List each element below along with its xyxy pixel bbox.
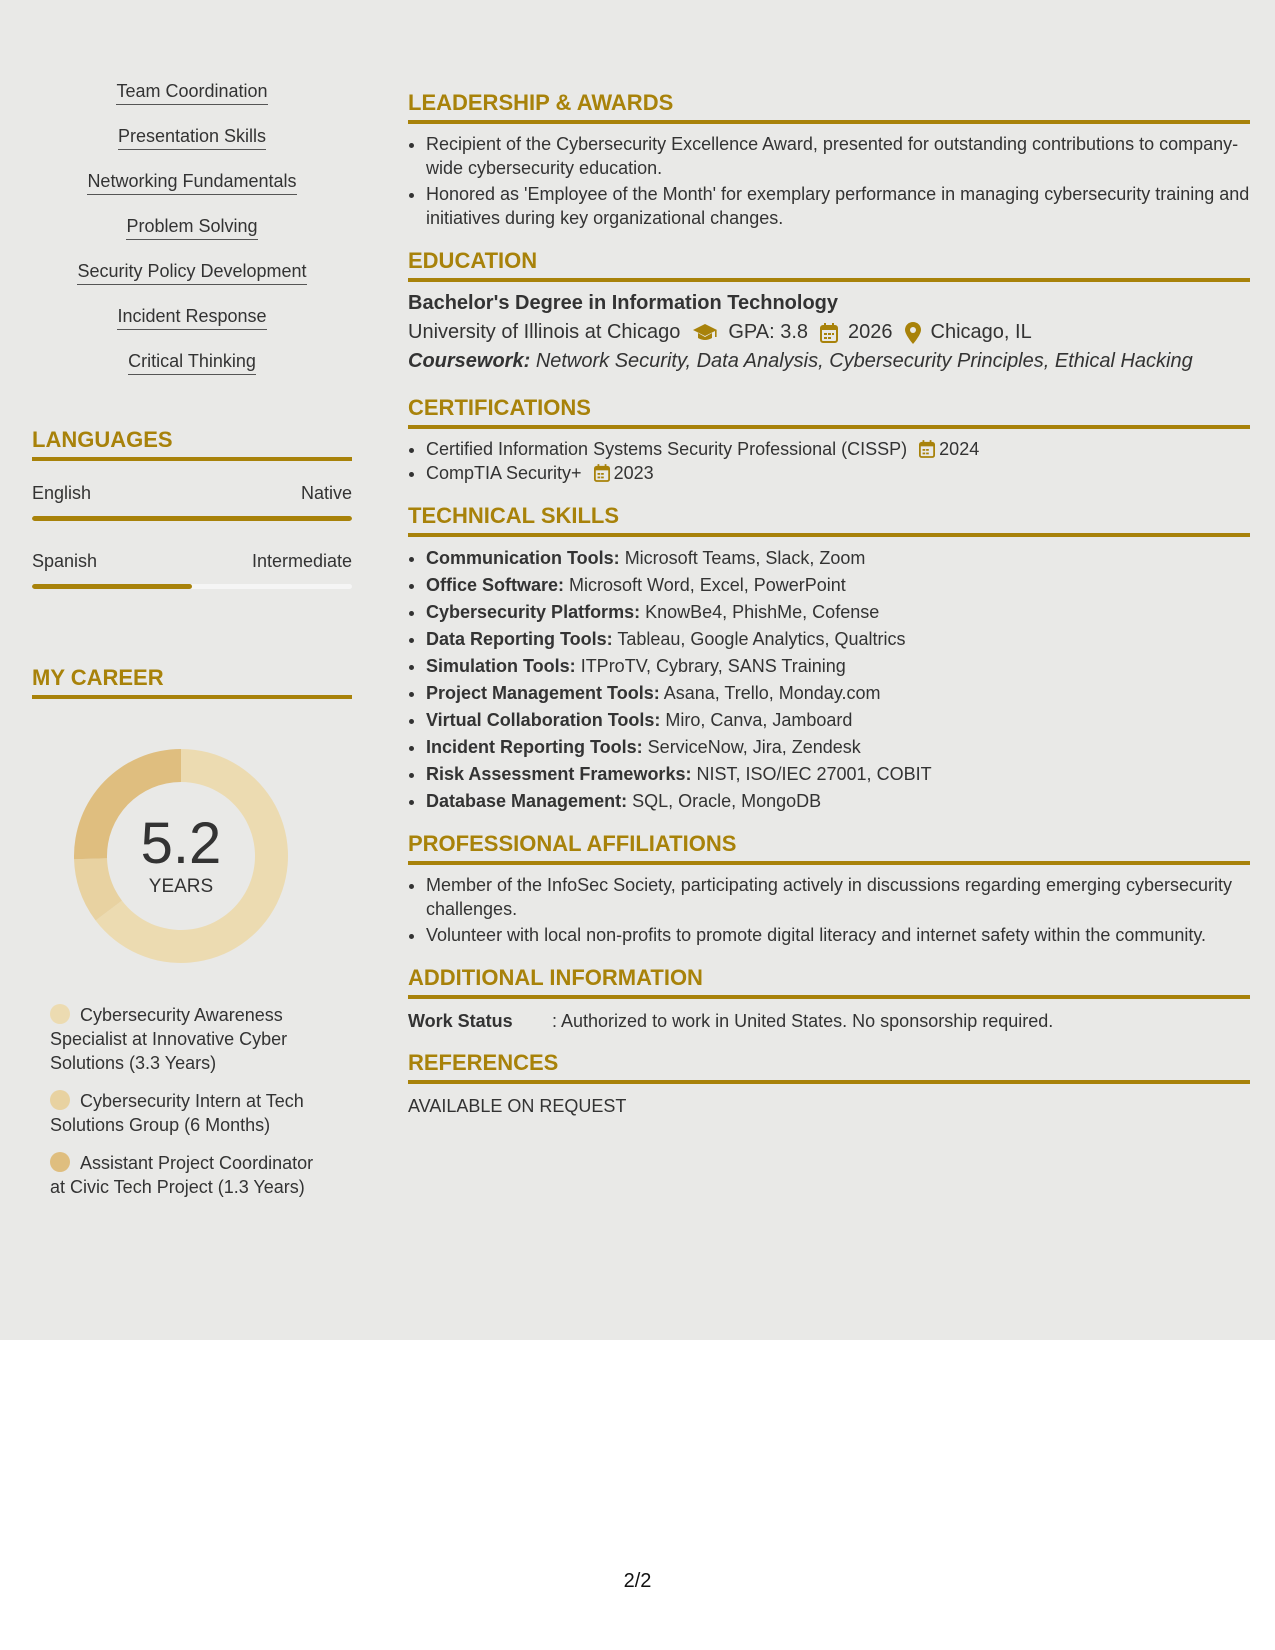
legend-dot xyxy=(50,1090,70,1110)
location-pin-icon xyxy=(905,322,921,344)
leadership-list xyxy=(408,132,1250,230)
affiliation-item: • Volunteer with local non-profits to promote digital literacy and internet safety within the community. xyxy=(426,923,1250,947)
education-details xyxy=(408,321,1250,344)
career-unit: YEARS xyxy=(148,876,214,897)
language-bar xyxy=(32,584,352,589)
career-total-years: 5.2 xyxy=(140,811,222,876)
languages-section xyxy=(32,427,352,589)
leadership-item: • Recipient of the Cybersecurity Excellence Award, presented for outstanding contributions to company-wide cybersecurity education. xyxy=(426,132,1250,180)
technical-skill-item: • Office Software: Microsoft Word, Excel, PowerPoint xyxy=(426,572,1250,599)
certifications-list xyxy=(408,437,1250,485)
career-legend-label: Cybersecurity Intern at Tech Solutions Group (6 Months) xyxy=(50,1091,304,1135)
certification-item xyxy=(426,461,1250,485)
technical-skill-item: • Cybersecurity Platforms: KnowBe4, PhishMe, Cofense xyxy=(426,599,1250,626)
calendar-icon xyxy=(594,464,610,482)
career-legend-item xyxy=(50,1089,330,1137)
certification-item xyxy=(426,437,1250,461)
legend-dot xyxy=(50,1152,70,1172)
languages-title: LANGUAGES xyxy=(32,427,352,461)
technical-skill-item: • Project Management Tools: Asana, Trello, Monday.com xyxy=(426,680,1250,707)
career-legend-label: Assistant Project Coordinator at Civic Tech Project (1.3 Years) xyxy=(50,1153,314,1197)
career-legend-label: Cybersecurity Awareness Specialist at Innovative Cyber Solutions (3.3 Years) xyxy=(50,1005,288,1073)
skill-item: Team Coordination xyxy=(116,80,267,105)
certifications-title: CERTIFICATIONS xyxy=(408,395,1250,429)
certification-name: • Certified Information Systems Security Professional (CISSP) xyxy=(426,439,908,459)
additional-info-title: ADDITIONAL INFORMATION xyxy=(408,965,1250,999)
coursework-label: Coursework: xyxy=(408,350,531,372)
affiliations-list xyxy=(408,873,1250,947)
technical-skill-item: • Data Reporting Tools: Tableau, Google Analytics, Qualtrics xyxy=(426,626,1250,653)
right-column xyxy=(408,90,1250,1117)
leadership-title: LEADERSHIP & AWARDS xyxy=(408,90,1250,124)
education-location: Chicago, IL xyxy=(930,321,1032,343)
work-status-value: : Authorized to work in United States. No sponsorship required. xyxy=(552,1011,1054,1031)
language-bar-fill xyxy=(32,516,352,521)
language-name: English xyxy=(32,483,92,503)
skills-list xyxy=(32,80,352,395)
language-level: Intermediate xyxy=(251,551,352,571)
education-title: EDUCATION xyxy=(408,248,1250,282)
career-legend-item xyxy=(50,1003,330,1075)
skill-item: Presentation Skills xyxy=(118,125,266,150)
work-status-row xyxy=(408,1011,1250,1032)
skill-item: Critical Thinking xyxy=(128,350,256,375)
career-section xyxy=(32,665,352,1199)
education-coursework xyxy=(408,350,1250,373)
calendar-icon xyxy=(919,440,935,458)
affiliation-item: • Member of the InfoSec Society, participating actively in discussions regarding emerging cybersecurity challenges. xyxy=(426,873,1250,921)
education-school: University of Illinois at Chicago xyxy=(408,321,681,343)
career-donut-chart xyxy=(66,741,296,971)
skill-item: Networking Fundamentals xyxy=(87,170,296,195)
career-legend xyxy=(50,1003,330,1199)
education-degree: Bachelor's Degree in Information Technology xyxy=(408,292,839,314)
legend-dot xyxy=(50,1004,70,1024)
certification-year: 2023 xyxy=(613,463,654,483)
education-year: 2026 xyxy=(848,321,893,343)
language-row xyxy=(32,483,352,504)
page-number: 2/2 xyxy=(623,1570,652,1592)
language-name: Spanish xyxy=(32,551,98,571)
career-title: MY CAREER xyxy=(32,665,352,699)
technical-skill-item: • Incident Reporting Tools: ServiceNow, Jira, Zendesk xyxy=(426,734,1250,761)
language-bar-fill xyxy=(32,584,192,589)
technical-skill-item: • Database Management: SQL, Oracle, MongoDB xyxy=(426,788,1250,815)
skill-item: Security Policy Development xyxy=(77,260,306,285)
education-gpa: GPA: 3.8 xyxy=(728,321,809,343)
language-bar xyxy=(32,516,352,521)
references-text: AVAILABLE ON REQUEST xyxy=(408,1096,627,1116)
technical-skills-list xyxy=(408,545,1250,815)
certification-name: • CompTIA Security+ xyxy=(426,463,582,483)
technical-skill-item: • Simulation Tools: ITProTV, Cybrary, SANS Training xyxy=(426,653,1250,680)
language-level: Native xyxy=(300,483,352,503)
career-legend-item xyxy=(50,1151,330,1199)
certification-year: 2024 xyxy=(939,439,980,459)
skill-item: Incident Response xyxy=(117,305,266,330)
calendar-icon xyxy=(820,323,838,343)
technical-skill-item: • Virtual Collaboration Tools: Miro, Canva, Jamboard xyxy=(426,707,1250,734)
technical-skills-title: TECHNICAL SKILLS xyxy=(408,503,1250,537)
skill-item: Problem Solving xyxy=(126,215,257,240)
technical-skill-item: • Communication Tools: Microsoft Teams, Slack, Zoom xyxy=(426,545,1250,572)
coursework-value: Network Security, Data Analysis, Cybersecurity Principles, Ethical Hacking xyxy=(535,350,1193,372)
affiliations-title: PROFESSIONAL AFFILIATIONS xyxy=(408,831,1250,865)
leadership-item: • Honored as 'Employee of the Month' for exemplary performance in managing cybersecurity training and initiatives during key organizational changes. xyxy=(426,182,1250,230)
graduation-cap-icon xyxy=(692,323,718,343)
references-title: REFERENCES xyxy=(408,1050,1250,1084)
technical-skill-item: • Risk Assessment Frameworks: NIST, ISO/IEC 27001, COBIT xyxy=(426,761,1250,788)
left-column xyxy=(32,80,352,1213)
work-status-label: Work Status xyxy=(408,1011,513,1031)
language-row xyxy=(32,551,352,572)
